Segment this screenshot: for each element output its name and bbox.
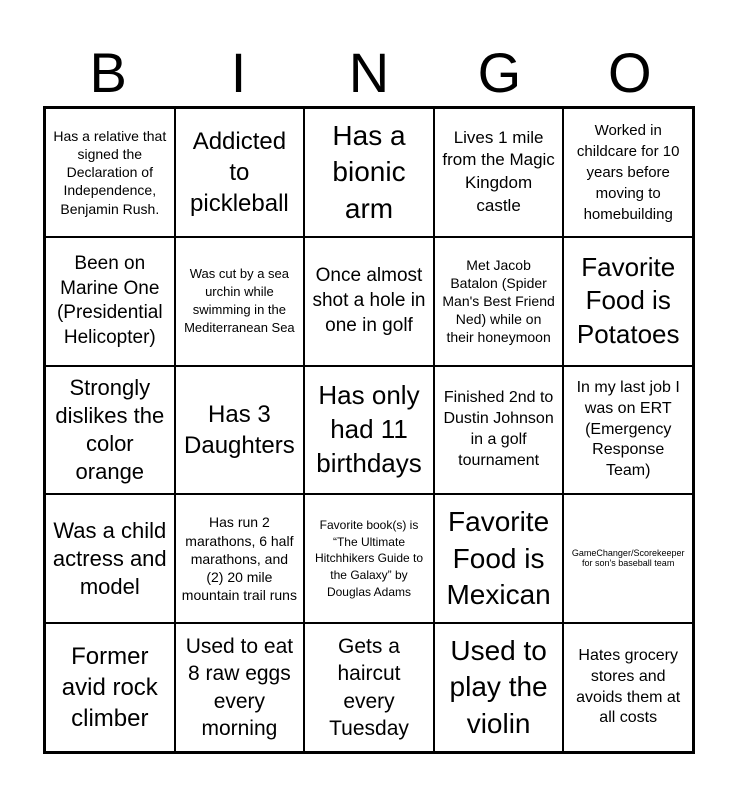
bingo-cell-r4c5[interactable] (563, 494, 693, 623)
cell-text: Has only had 11 birthdays (316, 380, 422, 478)
cell-text: Has a relative that signed the Declaration of Independence, Benjamin Rush. (53, 127, 167, 217)
cell-text: Has 3 Daughters (184, 400, 295, 459)
header-letter-g: G (477, 41, 522, 104)
cell-text: Hates grocery stores and avoids them at all costs (576, 647, 681, 727)
bingo-cell-r5c2[interactable] (175, 623, 305, 752)
bingo-cell-r2c4[interactable] (434, 237, 564, 366)
cell-text: Has a bionic arm (332, 119, 406, 224)
cell-text: GameChanger/Scorekeeper for son's baseball team (571, 547, 685, 568)
cell-text: Used to play the violin (449, 635, 548, 739)
header-letter-o: O (607, 41, 652, 104)
header-letter-n: N (348, 41, 390, 104)
bingo-cell-r3c5[interactable] (563, 366, 693, 495)
cell-text: Once almost shot a hole in one in golf (312, 265, 426, 336)
cell-text: Addicted to pickleball (190, 127, 289, 217)
bingo-cell-r2c5[interactable] (563, 237, 693, 366)
cell-text: Worked in childcare for 10 years before moving to homebuilding (576, 121, 680, 223)
bingo-cell-r2c2[interactable] (175, 237, 305, 366)
cell-text: Lives 1 mile from the Magic Kingdom castle (442, 127, 555, 216)
bingo-cell-r4c3[interactable] (304, 494, 434, 623)
cell-text: Been on Marine One (Presidential Helicopter) (56, 252, 163, 348)
bingo-cell-r2c3[interactable] (304, 237, 434, 366)
cell-text: Finished 2nd to Dustin Johnson in a golf tournament (443, 389, 554, 469)
bingo-cell-r2c1[interactable] (45, 237, 175, 366)
bingo-cell-r4c2[interactable] (175, 494, 305, 623)
cell-text: Former avid rock climber (61, 642, 158, 733)
bingo-cell-r5c5[interactable] (563, 623, 693, 752)
bingo-cell-r1c3[interactable] (304, 108, 434, 237)
bingo-cell-r4c1[interactable] (45, 494, 175, 623)
bingo-cell-r1c5[interactable] (563, 108, 693, 237)
bingo-cell-r1c2[interactable] (175, 108, 305, 237)
cell-text: Was cut by a sea urchin while swimming in the Mediterranean Sea (184, 265, 295, 336)
header-letter-i: I (230, 41, 247, 104)
header-letter-b: B (89, 41, 127, 104)
bingo-cell-r3c2[interactable] (175, 366, 305, 495)
bingo-cell-r4c4[interactable] (434, 494, 564, 623)
bingo-cell-r5c3[interactable] (304, 623, 434, 752)
bingo-cell-r1c1[interactable] (45, 108, 175, 237)
bingo-cell-r3c1[interactable] (45, 366, 175, 495)
bingo-grid (43, 106, 695, 754)
cell-text: In my last job I was on ERT (Emergency Response Team) (576, 379, 680, 480)
cell-text: Favorite Food is Mexican (446, 506, 551, 610)
cell-text: Met Jacob Batalon (Spider Man's Best Friend Ned) while on their honeymoon (442, 256, 555, 346)
cell-text: Was a child actress and model (52, 517, 167, 599)
cell-text: Gets a haircut every Tuesday (329, 635, 409, 740)
bingo-cell-r5c1[interactable] (45, 623, 175, 752)
bingo-header (43, 40, 695, 106)
bingo-cell-r5c4[interactable] (434, 623, 564, 752)
cell-text: Favorite Food is Potatoes (576, 251, 680, 350)
cell-text: Favorite book(s) is “The Ultimate Hitchhikers Guide to the Galaxy” by Douglas Adams (314, 517, 424, 599)
bingo-cell-r3c4[interactable] (434, 366, 564, 495)
cell-text: Used to eat 8 raw eggs every morning (185, 635, 294, 740)
bingo-cell-r3c3[interactable] (304, 366, 434, 495)
bingo-cell-r1c4[interactable] (434, 108, 564, 237)
cell-text: Strongly dislikes the color orange (55, 374, 165, 485)
cell-text: Has run 2 marathons, 6 half marathons, and (2) 20 mile mountain trail runs (181, 514, 297, 604)
